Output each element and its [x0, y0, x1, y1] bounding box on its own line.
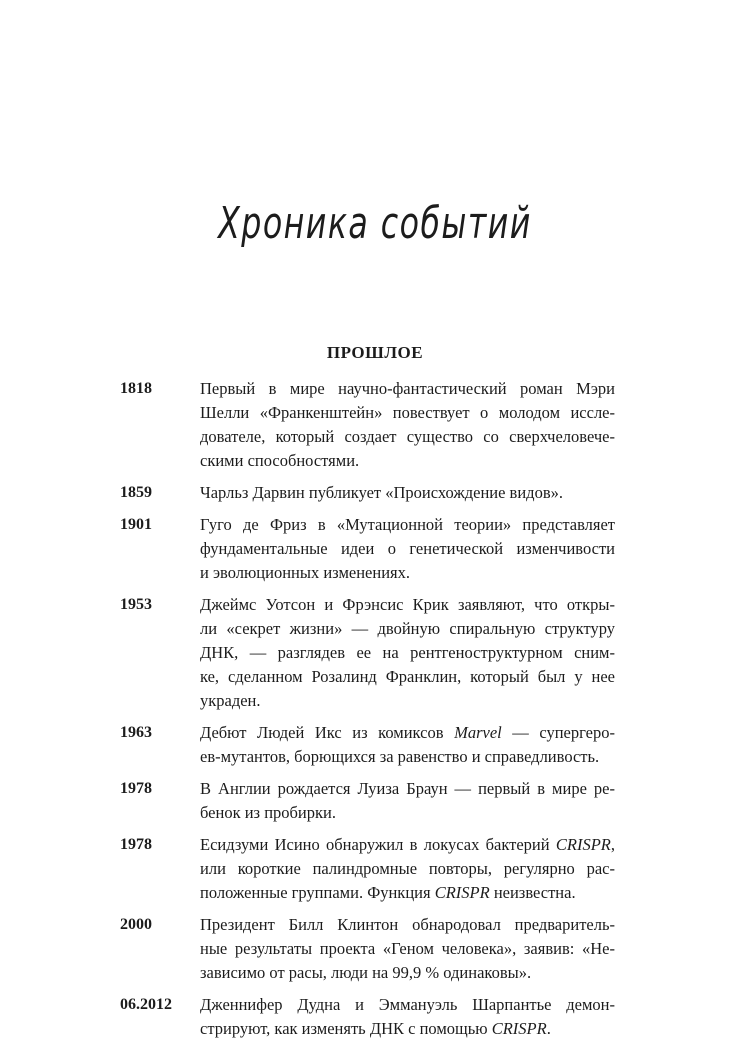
- timeline-entry: [120, 777, 615, 825]
- entry-description: [200, 721, 615, 769]
- entry-line: Президент Билл Клинтон обнародовал предваритель-: [200, 915, 615, 934]
- entry-line: ке, сделанном Розалинд Франклин, который был у нее: [200, 667, 615, 686]
- entry-line: Шелли «Франкенштейн» повествует о молодом иссле-: [200, 403, 615, 422]
- entry-description: [200, 377, 615, 473]
- timeline-entry: [120, 593, 615, 713]
- entry-line: или короткие палиндромные повторы, регулярно рас-: [200, 859, 615, 878]
- entry-description: [200, 833, 615, 905]
- entry-line: Джеймс Уотсон и Фрэнсис Крик заявляют, что откры-: [200, 595, 615, 614]
- chapter-title: Хроника событий: [218, 198, 532, 249]
- entry-year: 06.2012: [120, 996, 172, 1013]
- entry-line: В Англии рождается Луиза Браун — первый в мире ре-: [200, 779, 615, 798]
- entry-year: 1978: [120, 780, 152, 797]
- entry-line: бенок из пробирки.: [200, 803, 336, 822]
- entry-year: 1963: [120, 724, 152, 741]
- timeline-entry: [120, 833, 615, 905]
- entry-line: и эволюционных изменениях.: [200, 563, 410, 582]
- entry-year: 1953: [120, 596, 152, 613]
- entry-line: стрируют, как изменять ДНК с помощью CRISPR.: [200, 1019, 551, 1038]
- timeline-entry: [120, 377, 615, 473]
- entry-description: [200, 913, 615, 985]
- entry-line: скими способностями.: [200, 451, 360, 470]
- entry-line: положенные группами. Функция CRISPR неизвестна.: [200, 883, 576, 902]
- timeline-entry: [120, 993, 615, 1041]
- entry-year: 1818: [120, 380, 152, 397]
- entry-description: [200, 777, 615, 825]
- entry-line: Дебют Людей Икс из комиксов Marvel — супергеро-: [200, 723, 615, 742]
- timeline-list: [120, 377, 615, 1049]
- entry-line: зависимо от расы, люди на 99,9 % одинаковы».: [200, 963, 532, 982]
- entry-line: ные результаты проекта «Геном человека», заявив: «Не-: [200, 939, 615, 958]
- entry-line: Гуго де Фриз в «Мутационной теории» представляет: [200, 515, 615, 534]
- entry-line: Чарльз Дарвин публикует «Происхождение видов».: [200, 483, 563, 502]
- entry-line: украден.: [200, 691, 261, 710]
- timeline-entry: [120, 913, 615, 985]
- section-heading: ПРОШЛОЕ: [326, 343, 424, 362]
- entry-line: ев-мутантов, борющихся за равенство и справедливость.: [200, 747, 600, 766]
- entry-line: фундаментальные идеи о генетической изменчивости: [200, 539, 615, 558]
- entry-line: ДНК, — разглядев ее на рентгеноструктурном сним-: [200, 643, 615, 662]
- entry-year: 1901: [120, 516, 152, 533]
- entry-year: 2000: [120, 916, 152, 933]
- entry-line: Первый в мире научно-фантастический роман Мэри: [200, 379, 615, 398]
- timeline-entry: [120, 481, 615, 505]
- entry-description: [200, 993, 615, 1041]
- entry-line: Дженнифер Дудна и Эммануэль Шарпантье демон-: [200, 995, 615, 1014]
- timeline-entry: [120, 513, 615, 585]
- entry-year: 1978: [120, 836, 152, 853]
- entry-description: [200, 481, 615, 505]
- entry-description: [200, 593, 615, 713]
- timeline-entry: [120, 721, 615, 769]
- entry-description: [200, 513, 615, 585]
- entry-line: дователе, который создает существо со сверхчеловече-: [200, 427, 615, 446]
- entry-line: Есидзуми Исино обнаружил в локусах бактерий CRISPR,: [200, 835, 615, 854]
- entry-line: ли «секрет жизни» — двойную спиральную структуру: [200, 619, 615, 638]
- entry-year: 1859: [120, 484, 152, 501]
